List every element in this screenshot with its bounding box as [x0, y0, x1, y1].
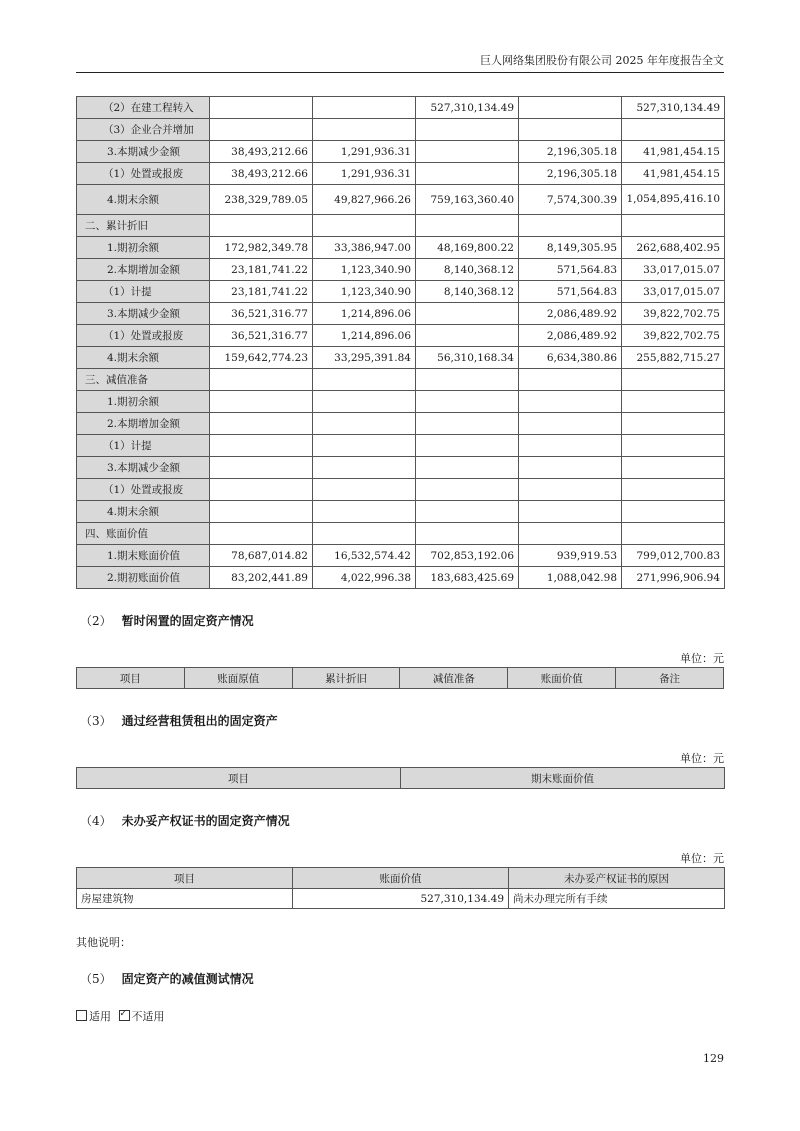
row-label: 4.期末余额	[77, 185, 210, 215]
table-row	[77, 501, 725, 523]
table-cell: 83,202,441.89	[210, 567, 313, 589]
section-2-unit: 单位：元	[680, 652, 724, 665]
table-cell	[519, 435, 622, 457]
table-cell: 2,086,489.92	[519, 303, 622, 325]
applicable-label: 适用	[89, 1010, 111, 1023]
section-3-title: （3） 通过经营租赁租出的固定资产	[80, 714, 278, 728]
table-cell: 527,310,134.49	[293, 889, 509, 909]
other-notes: 其他说明：	[76, 936, 131, 949]
table-cell: 172,982,349.78	[210, 237, 313, 259]
fixed-assets-table	[76, 96, 725, 589]
table-cell	[210, 479, 313, 501]
table-row	[77, 325, 725, 347]
table-cell	[416, 369, 519, 391]
table-cell	[210, 391, 313, 413]
table-row	[77, 889, 725, 909]
table-cell: 33,017,015.07	[622, 281, 725, 303]
table-cell: 7,574,300.39	[519, 185, 622, 215]
table-row	[77, 281, 725, 303]
table-cell: 1,291,936.31	[313, 163, 416, 185]
table-cell: 23,181,741.22	[210, 281, 313, 303]
row-label: 1.期末账面价值	[77, 545, 210, 567]
table-cell	[313, 369, 416, 391]
table-cell	[416, 391, 519, 413]
row-label: （1）处置或报废	[77, 479, 210, 501]
table-cell	[622, 523, 725, 545]
table-cell: 41,981,454.15	[622, 141, 725, 163]
table-cell: 16,532,574.42	[313, 545, 416, 567]
section-4-unit: 单位：元	[680, 852, 724, 865]
table-row	[77, 479, 725, 501]
table-cell	[210, 119, 313, 141]
table-cell	[622, 391, 725, 413]
row-label: （1）处置或报废	[77, 325, 210, 347]
section-2-title: （2） 暂时闲置的固定资产情况	[80, 614, 254, 628]
table-cell: 38,493,212.66	[210, 163, 313, 185]
row-label: 二、累计折旧	[77, 215, 210, 237]
table-cell	[519, 119, 622, 141]
table-cell: 1,123,340.90	[313, 281, 416, 303]
table-cell	[622, 215, 725, 237]
table-cell: 8,140,368.12	[416, 281, 519, 303]
table-cell	[622, 501, 725, 523]
table-cell	[313, 457, 416, 479]
row-label: （1）处置或报废	[77, 163, 210, 185]
row-label: 3.本期减少金额	[77, 303, 210, 325]
report-header: 巨人网络集团股份有限公司 2025 年年度报告全文	[76, 52, 724, 73]
table-cell: 1,214,896.06	[313, 303, 416, 325]
table-cell	[622, 435, 725, 457]
applicability-options	[76, 1008, 165, 1024]
table-cell	[519, 457, 622, 479]
table-header: 期末账面价值	[401, 768, 725, 789]
table-cell	[313, 413, 416, 435]
table-cell: 571,564.83	[519, 259, 622, 281]
table-cell	[313, 119, 416, 141]
table-cell	[313, 479, 416, 501]
table-cell	[313, 523, 416, 545]
table-cell: 2,196,305.18	[519, 141, 622, 163]
table-row	[77, 215, 725, 237]
not-applicable-checkbox[interactable]	[119, 1010, 130, 1021]
row-label: 2.本期增加金额	[77, 259, 210, 281]
table-cell	[519, 391, 622, 413]
row-label: 四、账面价值	[77, 523, 210, 545]
table-cell	[416, 325, 519, 347]
table-cell	[210, 435, 313, 457]
table-cell	[210, 413, 313, 435]
table-header: 减值准备	[400, 668, 508, 689]
table-cell	[519, 413, 622, 435]
table-cell	[622, 479, 725, 501]
row-label: 1.期初余额	[77, 237, 210, 259]
table-header: 未办妥产权证书的原因	[509, 868, 725, 889]
table-cell	[416, 141, 519, 163]
table-row	[77, 369, 725, 391]
table-cell: 33,295,391.84	[313, 347, 416, 369]
table-cell: 39,822,702.75	[622, 325, 725, 347]
table-header: 备注	[616, 668, 724, 689]
table-cell: 49,827,966.26	[313, 185, 416, 215]
table-row	[77, 259, 725, 281]
row-label: （2）在建工程转入	[77, 97, 210, 119]
table-row	[77, 97, 725, 119]
page-number: 129	[703, 1052, 724, 1065]
table-cell: 8,149,305.95	[519, 237, 622, 259]
table-cell: 38,493,212.66	[210, 141, 313, 163]
row-label: 4.期末余额	[77, 501, 210, 523]
table-cell	[519, 479, 622, 501]
row-label: 2.本期增加金额	[77, 413, 210, 435]
table-header: 账面价值	[293, 868, 509, 889]
table-cell: 36,521,316.77	[210, 325, 313, 347]
table-cell	[416, 413, 519, 435]
table-cell: 527,310,134.49	[622, 97, 725, 119]
table-cell	[519, 97, 622, 119]
table-cell	[313, 391, 416, 413]
table-row	[77, 413, 725, 435]
table-cell: 39,822,702.75	[622, 303, 725, 325]
table-cell: 262,688,402.95	[622, 237, 725, 259]
table-row	[77, 303, 725, 325]
not-applicable-label: 不适用	[131, 1010, 165, 1023]
row-label: （1）计提	[77, 435, 210, 457]
table-cell: 527,310,134.49	[416, 97, 519, 119]
table-cell: 939,919.53	[519, 545, 622, 567]
table-cell: 56,310,168.34	[416, 347, 519, 369]
table-cell	[416, 119, 519, 141]
table-cell: 238,329,789.05	[210, 185, 313, 215]
row-label: （1）计提	[77, 281, 210, 303]
table-cell: 1,088,042.98	[519, 567, 622, 589]
table-cell	[416, 479, 519, 501]
table-cell: 759,163,360.40	[416, 185, 519, 215]
table-cell: 36,521,316.77	[210, 303, 313, 325]
table-cell: 702,853,192.06	[416, 545, 519, 567]
table-cell	[416, 303, 519, 325]
no-title-certificate-table	[76, 867, 725, 909]
table-cell: 8,140,368.12	[416, 259, 519, 281]
table-cell	[210, 457, 313, 479]
table-cell	[519, 215, 622, 237]
table-cell: 23,181,741.22	[210, 259, 313, 281]
table-cell	[416, 457, 519, 479]
table-cell: 571,564.83	[519, 281, 622, 303]
table-cell	[313, 97, 416, 119]
row-label: 1.期初余额	[77, 391, 210, 413]
table-cell: 4,022,996.38	[313, 567, 416, 589]
table-row	[77, 141, 725, 163]
applicable-checkbox[interactable]	[76, 1010, 87, 1021]
table-cell	[210, 501, 313, 523]
table-cell: 1,054,895,416.10	[622, 185, 725, 215]
table-header: 账面价值	[508, 668, 616, 689]
table-cell: 2,086,489.92	[519, 325, 622, 347]
row-label: 2.期初账面价值	[77, 567, 210, 589]
table-header: 累计折旧	[292, 668, 400, 689]
idle-assets-table	[76, 667, 724, 689]
table-cell: 尚未办理完所有手续	[509, 889, 725, 909]
table-header: 账面原值	[184, 668, 292, 689]
table-cell: 255,882,715.27	[622, 347, 725, 369]
table-cell	[416, 501, 519, 523]
row-label: 3.本期减少金额	[77, 141, 210, 163]
section-3-unit: 单位：元	[680, 752, 724, 765]
table-cell	[416, 215, 519, 237]
table-cell: 33,017,015.07	[622, 259, 725, 281]
table-cell: 6,634,380.86	[519, 347, 622, 369]
table-cell	[313, 215, 416, 237]
table-cell: 41,981,454.15	[622, 163, 725, 185]
table-cell	[416, 523, 519, 545]
table-cell: 2,196,305.18	[519, 163, 622, 185]
table-cell: 1,214,896.06	[313, 325, 416, 347]
table-row	[77, 567, 725, 589]
section-4-title: （4） 未办妥产权证书的固定资产情况	[80, 814, 290, 828]
table-cell	[519, 369, 622, 391]
table-cell	[519, 501, 622, 523]
table-cell	[313, 435, 416, 457]
table-cell	[622, 119, 725, 141]
table-cell: 271,996,906.94	[622, 567, 725, 589]
table-header: 项目	[77, 668, 185, 689]
table-cell: 799,012,700.83	[622, 545, 725, 567]
table-cell	[622, 413, 725, 435]
table-cell	[622, 457, 725, 479]
row-label: 4.期末余额	[77, 347, 210, 369]
table-cell	[210, 523, 313, 545]
table-cell: 159,642,774.23	[210, 347, 313, 369]
table-cell	[313, 501, 416, 523]
row-label: 三、减值准备	[77, 369, 210, 391]
table-cell	[210, 369, 313, 391]
row-label: （3）企业合并增加	[77, 119, 210, 141]
leased-assets-table	[76, 767, 725, 789]
table-header: 项目	[77, 768, 401, 789]
table-cell: 房屋建筑物	[77, 889, 293, 909]
table-row	[77, 119, 725, 141]
table-cell: 1,291,936.31	[313, 141, 416, 163]
table-cell: 48,169,800.22	[416, 237, 519, 259]
table-row	[77, 237, 725, 259]
table-cell	[519, 523, 622, 545]
table-row	[77, 347, 725, 369]
table-header: 项目	[77, 868, 293, 889]
table-row	[77, 545, 725, 567]
table-cell	[416, 163, 519, 185]
table-cell: 78,687,014.82	[210, 545, 313, 567]
table-cell	[622, 369, 725, 391]
table-row	[77, 391, 725, 413]
table-row	[77, 523, 725, 545]
row-label: 3.本期减少金额	[77, 457, 210, 479]
table-row	[77, 185, 725, 215]
table-cell	[210, 97, 313, 119]
table-cell: 183,683,425.69	[416, 567, 519, 589]
section-5-title: （5） 固定资产的减值测试情况	[80, 972, 254, 986]
table-cell: 33,386,947.00	[313, 237, 416, 259]
table-cell	[210, 215, 313, 237]
table-row	[77, 163, 725, 185]
table-cell: 1,123,340.90	[313, 259, 416, 281]
table-cell	[416, 435, 519, 457]
table-row	[77, 435, 725, 457]
table-row	[77, 457, 725, 479]
